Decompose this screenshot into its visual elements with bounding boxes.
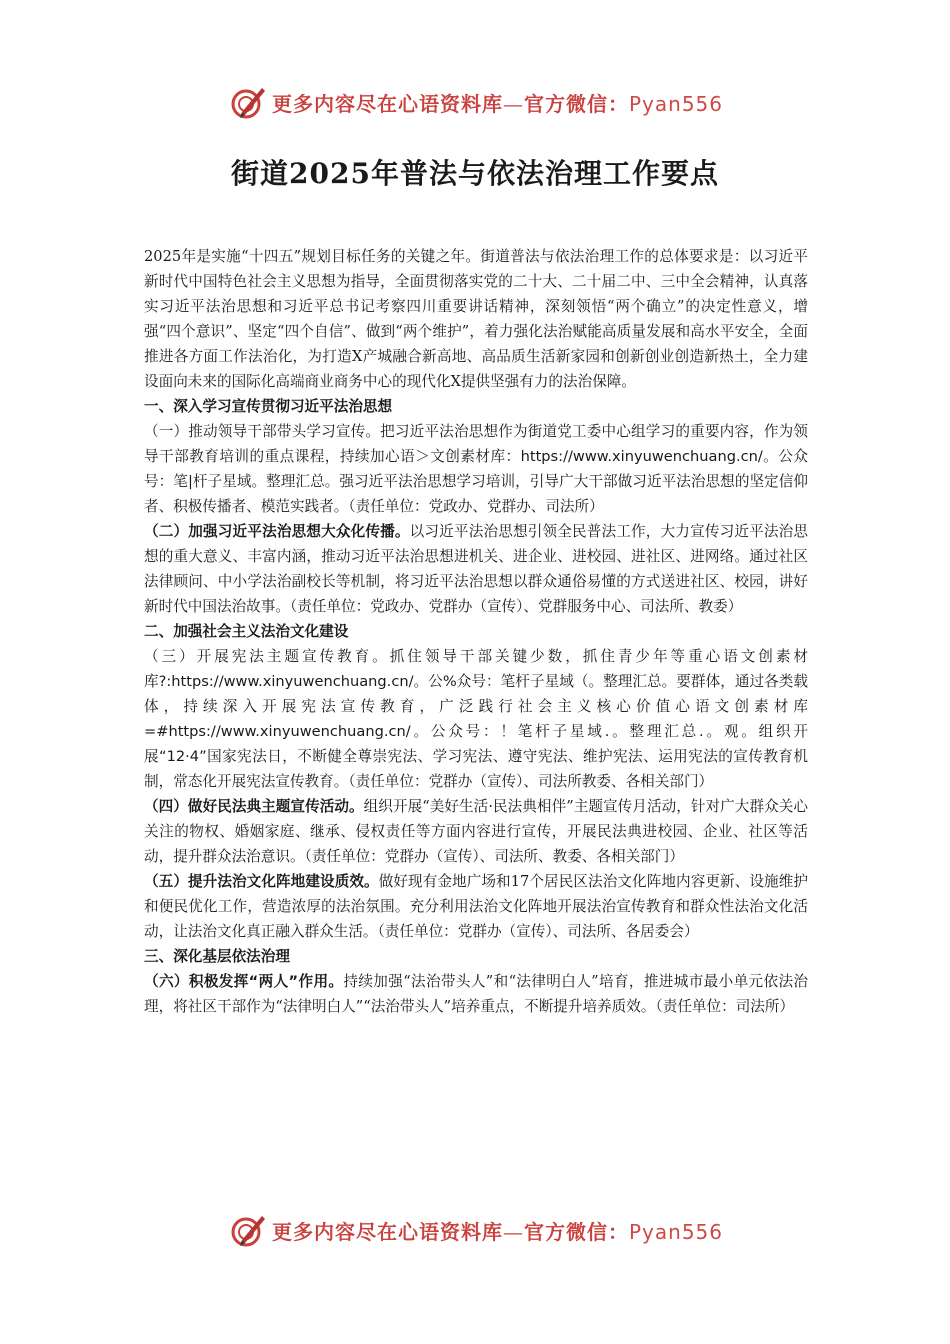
banner-brand: 更多内容尽在心语资料库 — [272, 1219, 503, 1244]
banner-wx-id: Pyan556 — [629, 1219, 724, 1244]
pen-logo-icon — [228, 82, 268, 122]
item-2-paragraph — [144, 519, 808, 619]
item-6-lead: （六）积极发挥“两人”作用。 — [144, 973, 344, 990]
pen-logo-icon — [228, 1210, 268, 1250]
banner-inner — [228, 80, 723, 124]
item-6-body: 持续加强“法治带头人”和“法律明白人”培育，推进城市最小单元依法治理，将社区干部作为“法律明白人”“法治带头人”培养重点，不断提升培养质效。（责任单位：司法所） — [144, 973, 808, 1015]
document-body — [144, 244, 808, 1019]
item-6-paragraph — [144, 969, 808, 1019]
banner-text — [272, 1216, 723, 1245]
item-5-lead: （五）提升法治文化阵地建设质效。 — [144, 873, 379, 890]
header-banner — [0, 80, 950, 124]
footer-banner — [0, 1208, 950, 1252]
item-4-body: 组织开展“美好生活·民法典相伴”主题宣传月活动，针对广大群众关心关注的物权、婚姻家庭、继承、侵权责任等方面内容进行宣传，开展民法典进校园、企业、社区等活动，提升群众法治意识。（责任单位：党群办（宣传）、司法所、教委、各相关部门） — [144, 798, 808, 865]
item-3-paragraph: （三）开展宪法主题宣传教育。抓住领导干部关键少数，抓住青少年等重心语文创素材库?:https://www.xinyuwenchuang.cn/。公%众号：笔杆子星域（。整理汇总。要群体，通过各类载体，持续深入开展宪法宣传教育，广泛践行社会主义核心价值心语文创素材库=#https://www.xinyuwenchuang.cn/。公众号：！笔杆子星域.。整理汇总.。观。组织开展“12·4”国家宪法日，不断健全尊崇宪法、学习宪法、遵守宪法、维护宪法、运用宪法的宣传教育机制，常态化开展宪法宣传教育。（责任单位：党群办（宣传）、司法所教委、各相关部门） — [144, 648, 808, 790]
banner-wx-label: 官方微信： — [524, 1219, 629, 1244]
item-4-paragraph — [144, 794, 808, 869]
banner-inner — [228, 1208, 723, 1252]
banner-brand: 更多内容尽在心语资料库 — [272, 91, 503, 116]
intro-paragraph: 2025年是实施“十四五”规划目标任务的关键之年。街道普法与依法治理工作的总体要求是：以习近平新时代中国特色社会主义思想为指导，全面贯彻落实党的二十大、二十届二中、三中全会精神，认真落实习近平法治思想和习近平总书记考察四川重要讲话精神，深刻领悟“两个确立”的决定性意义，增强“四个意识”、坚定“四个自信”、做到“两个维护”，着力强化法治赋能高质量发展和高水平安全，全面推进各方面工作法治化，为打造X产城融合新高地、高品质生活新家园和创新创业创造新热土，全力建设面向未来的国际化高端商业商务中心的现代化X提供坚强有力的法治保障。 — [144, 248, 808, 390]
banner-wx-label: 官方微信： — [524, 91, 629, 116]
section-heading-1: 一、深入学习宣传贯彻习近平法治思想 — [144, 398, 393, 415]
item-1-paragraph: （一）推动领导干部带头学习宣传。把习近平法治思想作为街道党工委中心组学习的重要内容，作为领导干部教育培训的重点课程，持续加心语＞文创素材库：https://www.xinyuwenchuang.cn/。公众号：笔|杆子星域。整理汇总。强习近平法治思想学习培训，引导广大干部做习近平法治思想的坚定信仰者、积极传播者、模范实践者。（责任单位：党政办、党群办、司法所） — [144, 423, 808, 515]
banner-dash: — — [503, 1219, 524, 1244]
banner-text — [272, 88, 723, 117]
banner-wx-id: Pyan556 — [629, 91, 724, 116]
item-2-body: 以习近平法治思想引领全民普法工作，大力宣传习近平法治思想的重大意义、丰富内涵，推动习近平法治思想进机关、进企业、进校园、进社区、进网络。通过社区法律顾问、中小学法治副校长等机制，将习近平法治思想以群众通俗易懂的方式送进社区、校园，讲好新时代中国法治故事。（责任单位：党政办、党群办（宣传）、党群服务中心、司法所、教委） — [144, 523, 808, 615]
banner-dash: — — [503, 91, 524, 116]
item-4-lead: （四）做好民法典主题宣传活动。 — [144, 798, 364, 815]
item-2-lead: （二）加强习近平法治思想大众化传播。 — [144, 523, 410, 540]
item-5-paragraph — [144, 869, 808, 944]
section-heading-2: 二、加强社会主义法治文化建设 — [144, 623, 349, 640]
item-5-body: 做好现有金地广场和17个居民区法治文化阵地内容更新、设施维护和便民优化工作，营造浓厚的法治氛围。充分利用法治文化阵地开展法治宣传教育和群众性法治文化活动，让法治文化真正融入群众生活。（责任单位：党群办（宣传）、司法所、各居委会） — [144, 873, 808, 940]
section-heading-3: 三、深化基层依法治理 — [144, 948, 290, 965]
page-title: 街道2025年普法与依法治理工作要点 — [231, 157, 719, 190]
